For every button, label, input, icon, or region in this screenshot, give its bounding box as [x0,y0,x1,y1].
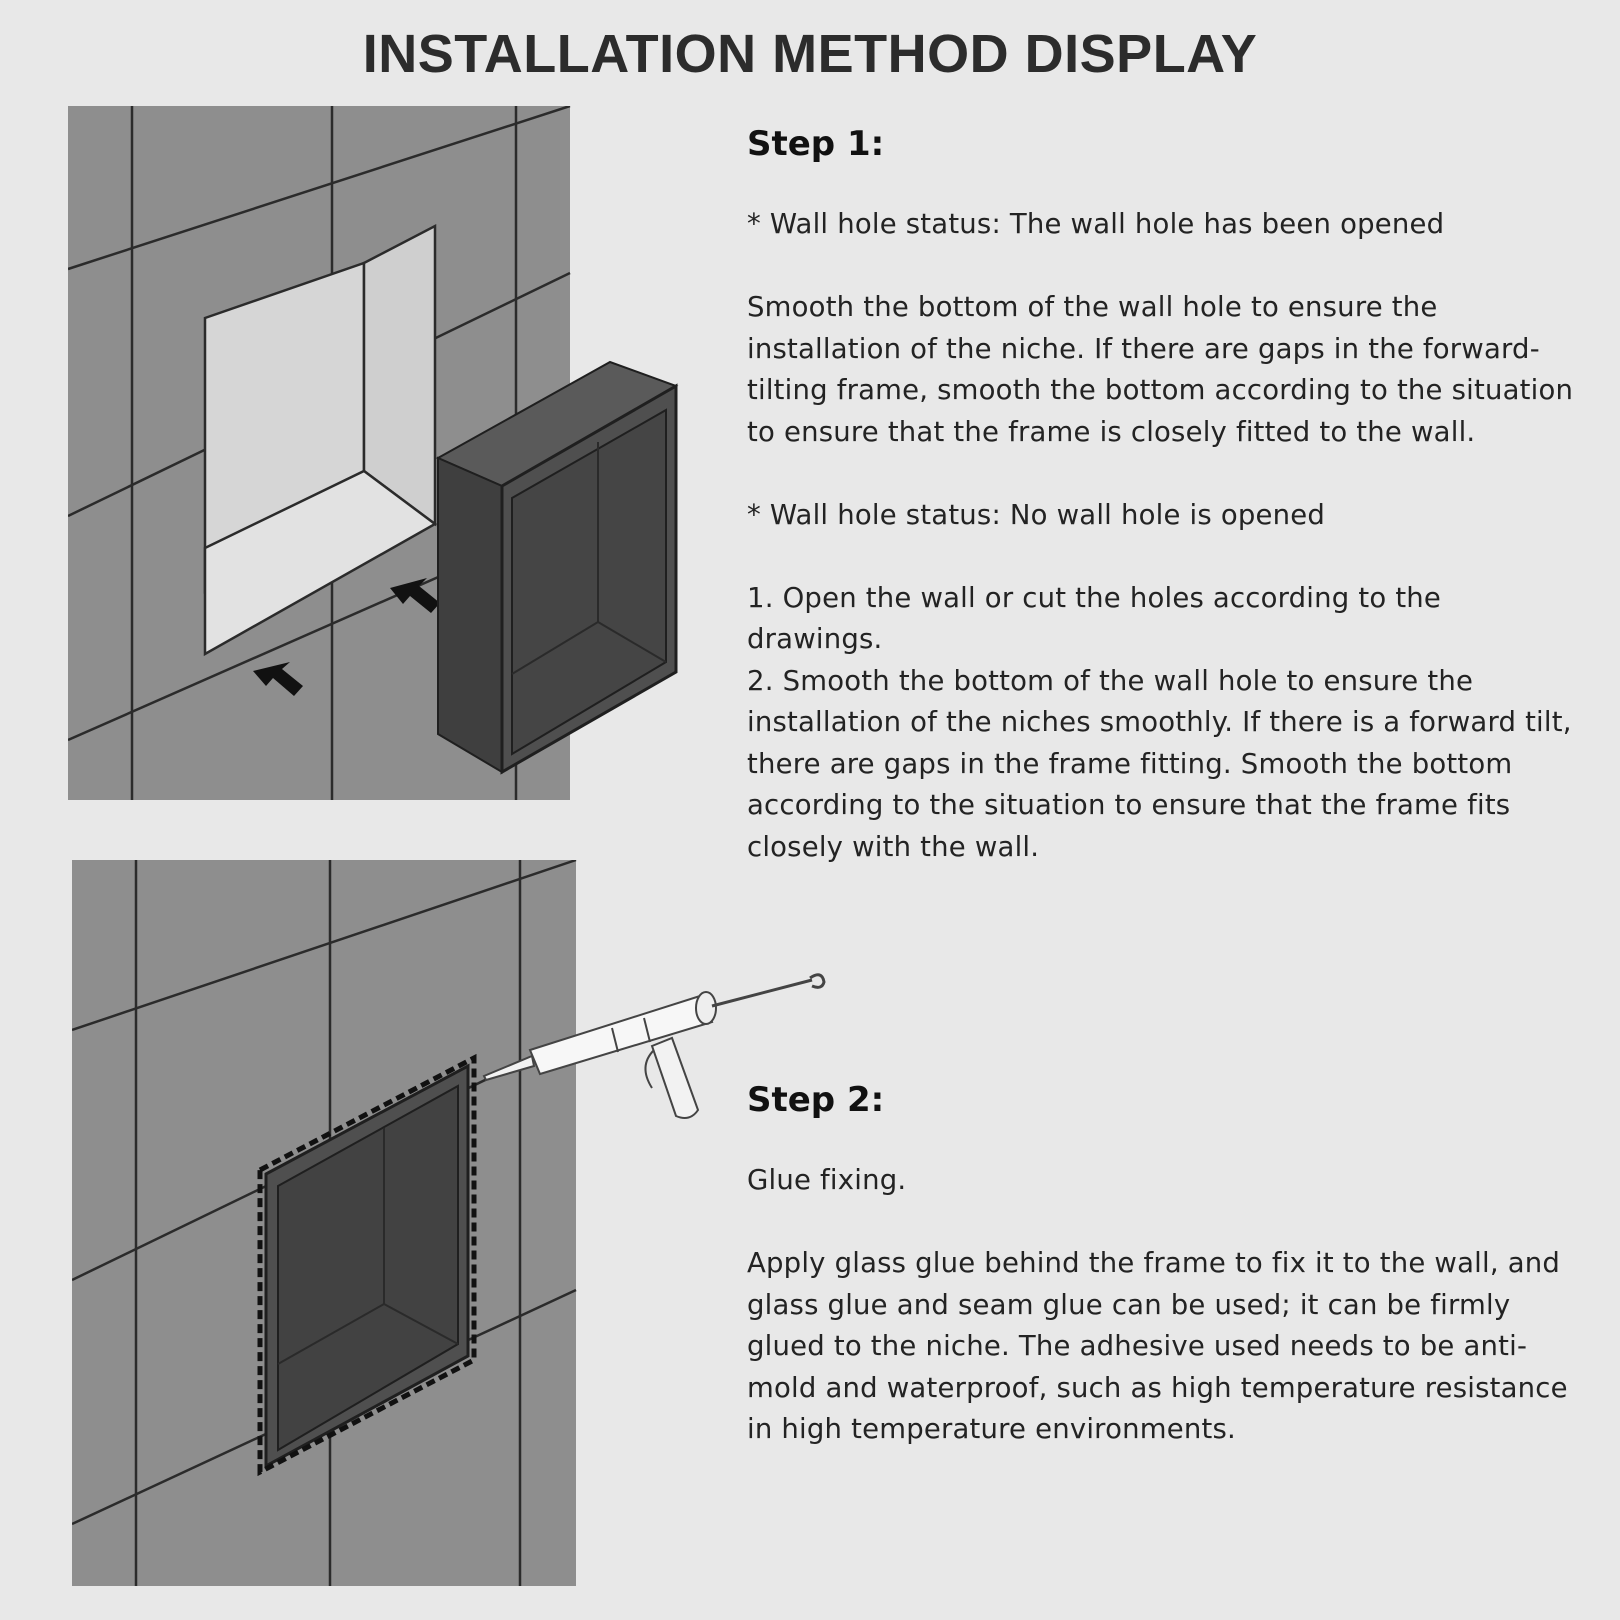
step2-body [747,1160,1577,1451]
step1-heading: Step 1: [747,124,885,164]
step1-body [747,204,1577,868]
step1-case-b-label: * Wall hole status: No wall hole is opened [747,498,1326,531]
step2-text: Apply glass glue behind the frame to fix it to the wall, and glass glue and seam glue can be used; it can be firmly glued to the niche. The adhesive used needs to be anti-mold and waterproof, such as high temperature resistance in high temperature environments. [747,1247,1568,1445]
illustration-glue-fixing [72,860,852,1586]
step1-case-a-text: Smooth the bottom of the wall hole to ensure the installation of the niche. If there are gaps in the forward-tilting frame, smooth the bottom according to the situation to ensure that the frame is closely fitted to the wall. [747,291,1574,448]
page-title: INSTALLATION METHOD DISPLAY [362,24,1258,84]
illustration-niche-insertion [68,106,700,800]
step1-case-a-label: * Wall hole status: The wall hole has been opened [747,208,1445,240]
step2-subtitle: Glue fixing. [747,1164,907,1196]
step1-case-b-item1: 1. Open the wall or cut the holes according to the drawings. [747,581,1442,655]
step1-case-b-item2: 2. Smooth the bottom of the wall hole to ensure the installation of the niches smoothly. If there is a forward tilt, there are gaps in the frame fitting. Smooth the bottom according to the situation to ensure that the frame fits closely with the wall. [747,664,1572,863]
step2-heading: Step 2: [747,1080,885,1120]
